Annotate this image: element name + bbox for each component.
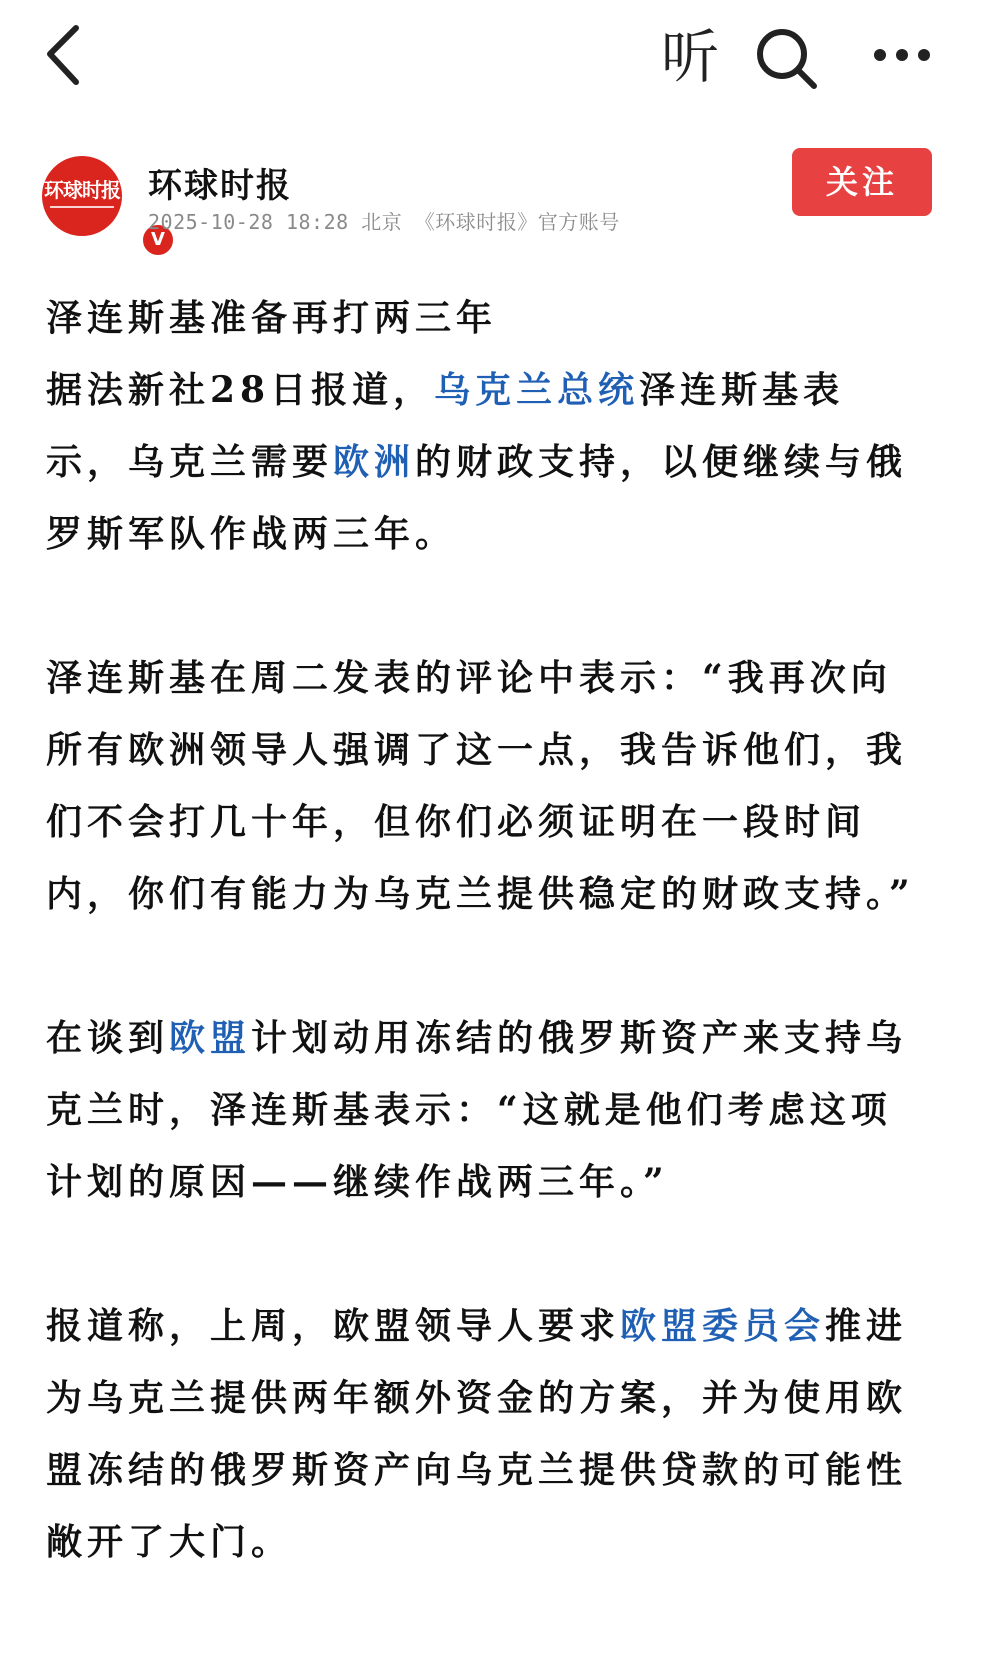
paragraph-4 bbox=[46, 1290, 926, 1578]
link-european-commission[interactable]: 欧盟委员会 bbox=[620, 1305, 826, 1347]
paragraph-3 bbox=[46, 1002, 926, 1218]
avatar-logo-rule bbox=[50, 206, 114, 208]
text-run: 据法新社28日报道， bbox=[46, 369, 435, 411]
paragraph-gap bbox=[46, 930, 926, 1002]
top-bar bbox=[0, 0, 986, 120]
verified-badge-icon: V bbox=[140, 222, 176, 258]
search-button[interactable] bbox=[752, 24, 822, 94]
post-meta: 2025-10-28 18:28 北京 《环球时报》官方账号 bbox=[148, 210, 620, 234]
avatar[interactable] bbox=[42, 156, 165, 250]
text-run: 在谈到 bbox=[46, 1017, 170, 1059]
article-body bbox=[46, 282, 926, 1578]
more-dots-icon bbox=[868, 30, 948, 80]
follow-button[interactable]: 关注 bbox=[792, 148, 932, 216]
paragraph-gap bbox=[46, 570, 926, 642]
search-icon bbox=[752, 24, 822, 94]
text-run: 计划动用冻结的俄罗斯资产来支持乌克兰时，泽连斯基表示：“这就是他们考虑这项计划的原因——继续作战两三年。” bbox=[46, 1017, 908, 1203]
paragraph-1 bbox=[46, 354, 926, 570]
account-name[interactable]: 环球时报 bbox=[148, 166, 292, 206]
article-headline: 泽连斯基准备再打两三年 bbox=[46, 297, 498, 339]
link-ukraine-president[interactable]: 乌克兰总统 bbox=[434, 369, 640, 411]
link-eu[interactable]: 欧盟 bbox=[169, 1017, 252, 1059]
text-run: 推进为乌克兰提供两年额外资金的方案，并为使用欧盟冻结的俄罗斯资产向乌克兰提供贷款的可能性敞开了大门。 bbox=[46, 1305, 908, 1563]
paragraph-gap bbox=[46, 1218, 926, 1290]
listen-button[interactable]: 听 bbox=[660, 23, 719, 91]
text-run: 泽连斯基表示，乌克兰需要 bbox=[46, 369, 845, 483]
text-run: 的财政支持，以便继续与俄罗斯军队作战两三年。 bbox=[46, 441, 908, 555]
link-europe[interactable]: 欧洲 bbox=[333, 441, 416, 483]
paragraph-2: 泽连斯基在周二发表的评论中表示：“我再次向所有欧洲领导人强调了这一点，我告诉他们，我们不会打几十年，但你们必须证明在一段时间内，你们有能力为乌克兰提供稳定的财政支持。” bbox=[46, 657, 915, 915]
account-header bbox=[0, 140, 986, 250]
more-options-button[interactable] bbox=[868, 30, 948, 80]
back-button[interactable] bbox=[40, 22, 90, 92]
back-arrow-icon bbox=[40, 22, 90, 92]
text-run: 报道称，上周，欧盟领导人要求 bbox=[46, 1305, 621, 1347]
avatar-logo-text: 环球时报 bbox=[44, 178, 120, 202]
